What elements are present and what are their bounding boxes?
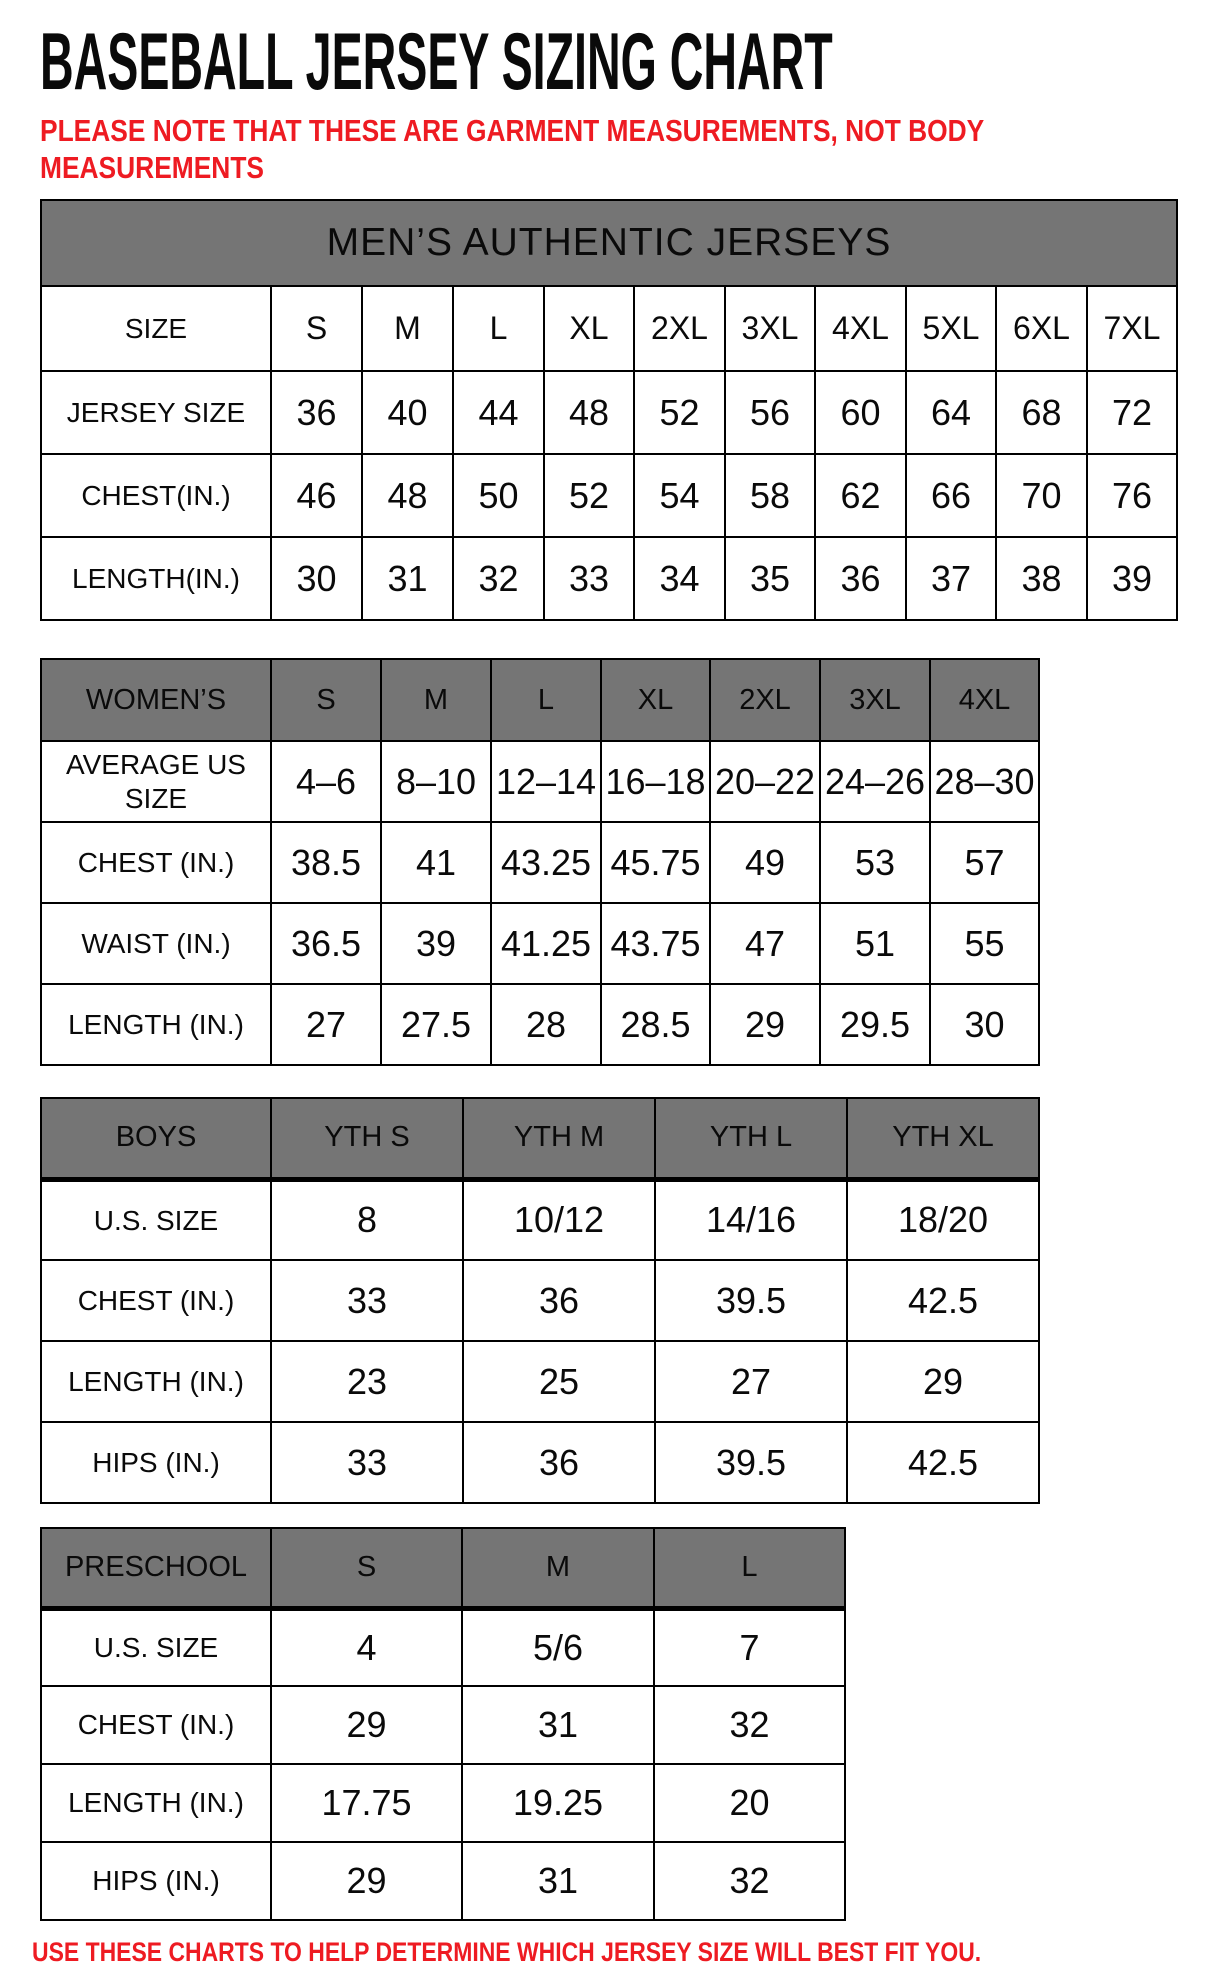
- value-cell: 27: [271, 984, 381, 1065]
- value-cell: 20: [654, 1764, 845, 1842]
- womens-banner-cell: WOMEN’S: [41, 659, 271, 741]
- mens-sizing-table: [40, 199, 1178, 621]
- row-label-cell: HIPS (IN.): [41, 1842, 271, 1920]
- womens-chest-row: [41, 822, 1039, 903]
- row-label-cell: U.S. SIZE: [41, 1608, 271, 1686]
- value-cell: 57: [930, 822, 1039, 903]
- value-cell: 52: [544, 454, 634, 537]
- col-header-cell: L: [453, 286, 544, 371]
- value-cell: 42.5: [847, 1422, 1039, 1503]
- womens-waist-row: [41, 903, 1039, 984]
- col-header-cell: XL: [601, 659, 710, 741]
- value-cell: 39: [1087, 537, 1177, 620]
- value-cell: 54: [634, 454, 725, 537]
- col-header-cell: 3XL: [820, 659, 930, 741]
- preschool-banner-cell: PRESCHOOL: [41, 1528, 271, 1608]
- value-cell: 29.5: [820, 984, 930, 1065]
- preschool-length-row: [41, 1764, 845, 1842]
- col-header-cell: YTH L: [655, 1098, 847, 1179]
- col-header-cell: 2XL: [634, 286, 725, 371]
- value-cell: 30: [930, 984, 1039, 1065]
- preschool-sizing-table: [40, 1527, 846, 1921]
- row-label-cell: AVERAGE US SIZE: [41, 741, 271, 822]
- value-cell: 43.25: [491, 822, 601, 903]
- value-cell: 36: [463, 1422, 655, 1503]
- value-cell: 58: [725, 454, 815, 537]
- value-cell: 43.75: [601, 903, 710, 984]
- fit-advice-footer: USE THESE CHARTS TO HELP DETERMINE WHICH JERSEY SIZE WILL BEST FIT YOU.: [32, 1937, 982, 1967]
- row-label-cell: CHEST (IN.): [41, 1260, 271, 1341]
- col-header-cell: M: [462, 1528, 654, 1608]
- value-cell: 36: [463, 1260, 655, 1341]
- value-cell: 50: [453, 454, 544, 537]
- value-cell: 76: [1087, 454, 1177, 537]
- value-cell: 10/12: [463, 1179, 655, 1260]
- value-cell: 27.5: [381, 984, 491, 1065]
- value-cell: 19.25: [462, 1764, 654, 1842]
- value-cell: 12–14: [491, 741, 601, 822]
- value-cell: 44: [453, 371, 544, 454]
- col-header-cell: YTH XL: [847, 1098, 1039, 1179]
- value-cell: 25: [463, 1341, 655, 1422]
- value-cell: 47: [710, 903, 820, 984]
- col-header-cell: 3XL: [725, 286, 815, 371]
- value-cell: 38: [996, 537, 1087, 620]
- preschool-header-row: [41, 1528, 845, 1608]
- value-cell: 28.5: [601, 984, 710, 1065]
- value-cell: 29: [271, 1842, 462, 1920]
- value-cell: 48: [362, 454, 453, 537]
- value-cell: 4: [271, 1608, 462, 1686]
- boys-banner-cell: BOYS: [41, 1098, 271, 1179]
- mens-banner-cell: MEN’S AUTHENTIC JERSEYS: [41, 200, 1177, 286]
- row-label-cell: SIZE: [41, 286, 271, 371]
- value-cell: 20–22: [710, 741, 820, 822]
- mens-length-row: [41, 537, 1177, 620]
- value-cell: 29: [710, 984, 820, 1065]
- col-header-cell: M: [362, 286, 453, 371]
- row-label-cell: WAIST (IN.): [41, 903, 271, 984]
- row-label-cell: HIPS (IN.): [41, 1422, 271, 1503]
- col-header-cell: L: [654, 1528, 845, 1608]
- preschool-chest-row: [41, 1686, 845, 1764]
- value-cell: 41: [381, 822, 491, 903]
- value-cell: 68: [996, 371, 1087, 454]
- value-cell: 36.5: [271, 903, 381, 984]
- col-header-cell: 4XL: [930, 659, 1039, 741]
- col-header-cell: M: [381, 659, 491, 741]
- note-line-1: PLEASE NOTE THAT THESE ARE GARMENT MEASUREMENTS, NOT BODY: [40, 113, 985, 148]
- col-header-cell: YTH S: [271, 1098, 463, 1179]
- value-cell: 33: [271, 1422, 463, 1503]
- boys-hips-row: [41, 1422, 1039, 1503]
- value-cell: 55: [930, 903, 1039, 984]
- value-cell: 52: [634, 371, 725, 454]
- value-cell: 29: [271, 1686, 462, 1764]
- value-cell: 72: [1087, 371, 1177, 454]
- value-cell: 32: [453, 537, 544, 620]
- value-cell: 49: [710, 822, 820, 903]
- row-label-cell: LENGTH (IN.): [41, 1764, 271, 1842]
- page-title: BASEBALL JERSEY SIZING CHART: [40, 17, 833, 107]
- value-cell: 66: [906, 454, 996, 537]
- boys-length-row: [41, 1341, 1039, 1422]
- value-cell: 40: [362, 371, 453, 454]
- col-header-cell: S: [271, 286, 362, 371]
- womens-sizing-table: [40, 658, 1040, 1066]
- value-cell: 7: [654, 1608, 845, 1686]
- mens-chest-row: [41, 454, 1177, 537]
- value-cell: 17.75: [271, 1764, 462, 1842]
- value-cell: 64: [906, 371, 996, 454]
- col-header-cell: L: [491, 659, 601, 741]
- womens-length-row: [41, 984, 1039, 1065]
- value-cell: 34: [634, 537, 725, 620]
- value-cell: 4–6: [271, 741, 381, 822]
- value-cell: 28: [491, 984, 601, 1065]
- value-cell: 41.25: [491, 903, 601, 984]
- value-cell: 39.5: [655, 1422, 847, 1503]
- value-cell: 51: [820, 903, 930, 984]
- col-header-cell: XL: [544, 286, 634, 371]
- boys-sizing-table: [40, 1097, 1040, 1504]
- value-cell: 24–26: [820, 741, 930, 822]
- col-header-cell: S: [271, 1528, 462, 1608]
- value-cell: 70: [996, 454, 1087, 537]
- value-cell: 5/6: [462, 1608, 654, 1686]
- value-cell: 39.5: [655, 1260, 847, 1341]
- value-cell: 56: [725, 371, 815, 454]
- boys-header-row: [41, 1098, 1039, 1179]
- value-cell: 37: [906, 537, 996, 620]
- value-cell: 16–18: [601, 741, 710, 822]
- col-header-cell: 4XL: [815, 286, 906, 371]
- value-cell: 28–30: [930, 741, 1039, 822]
- value-cell: 36: [271, 371, 362, 454]
- mens-jersey-size-row: [41, 371, 1177, 454]
- value-cell: 46: [271, 454, 362, 537]
- row-label-cell: LENGTH(IN.): [41, 537, 271, 620]
- value-cell: 53: [820, 822, 930, 903]
- value-cell: 36: [815, 537, 906, 620]
- value-cell: 60: [815, 371, 906, 454]
- value-cell: 62: [815, 454, 906, 537]
- boys-us-size-row: [41, 1179, 1039, 1260]
- row-label-cell: CHEST(IN.): [41, 454, 271, 537]
- value-cell: 14/16: [655, 1179, 847, 1260]
- row-label-cell: CHEST (IN.): [41, 822, 271, 903]
- value-cell: 8: [271, 1179, 463, 1260]
- preschool-us-size-row: [41, 1608, 845, 1686]
- womens-us-size-row: [41, 741, 1039, 822]
- value-cell: 31: [462, 1686, 654, 1764]
- mens-banner-row: [41, 200, 1177, 286]
- value-cell: 35: [725, 537, 815, 620]
- row-label-cell: LENGTH (IN.): [41, 984, 271, 1065]
- row-label-cell: JERSEY SIZE: [41, 371, 271, 454]
- value-cell: 45.75: [601, 822, 710, 903]
- value-cell: 18/20: [847, 1179, 1039, 1260]
- note-line-2: MEASUREMENTS: [40, 150, 264, 185]
- col-header-cell: 2XL: [710, 659, 820, 741]
- mens-size-header-row: [41, 286, 1177, 371]
- row-label-cell: U.S. SIZE: [41, 1179, 271, 1260]
- value-cell: 27: [655, 1341, 847, 1422]
- row-label-cell: LENGTH (IN.): [41, 1341, 271, 1422]
- col-header-cell: 5XL: [906, 286, 996, 371]
- value-cell: 32: [654, 1842, 845, 1920]
- value-cell: 39: [381, 903, 491, 984]
- garment-measurements-note: [40, 112, 1043, 186]
- value-cell: 48: [544, 371, 634, 454]
- value-cell: 31: [362, 537, 453, 620]
- value-cell: 30: [271, 537, 362, 620]
- col-header-cell: 6XL: [996, 286, 1087, 371]
- boys-chest-row: [41, 1260, 1039, 1341]
- value-cell: 38.5: [271, 822, 381, 903]
- value-cell: 29: [847, 1341, 1039, 1422]
- value-cell: 42.5: [847, 1260, 1039, 1341]
- womens-header-row: [41, 659, 1039, 741]
- value-cell: 33: [271, 1260, 463, 1341]
- value-cell: 23: [271, 1341, 463, 1422]
- row-label-cell: CHEST (IN.): [41, 1686, 271, 1764]
- col-header-cell: YTH M: [463, 1098, 655, 1179]
- preschool-hips-row: [41, 1842, 845, 1920]
- value-cell: 8–10: [381, 741, 491, 822]
- col-header-cell: 7XL: [1087, 286, 1177, 371]
- value-cell: 31: [462, 1842, 654, 1920]
- value-cell: 33: [544, 537, 634, 620]
- col-header-cell: S: [271, 659, 381, 741]
- value-cell: 32: [654, 1686, 845, 1764]
